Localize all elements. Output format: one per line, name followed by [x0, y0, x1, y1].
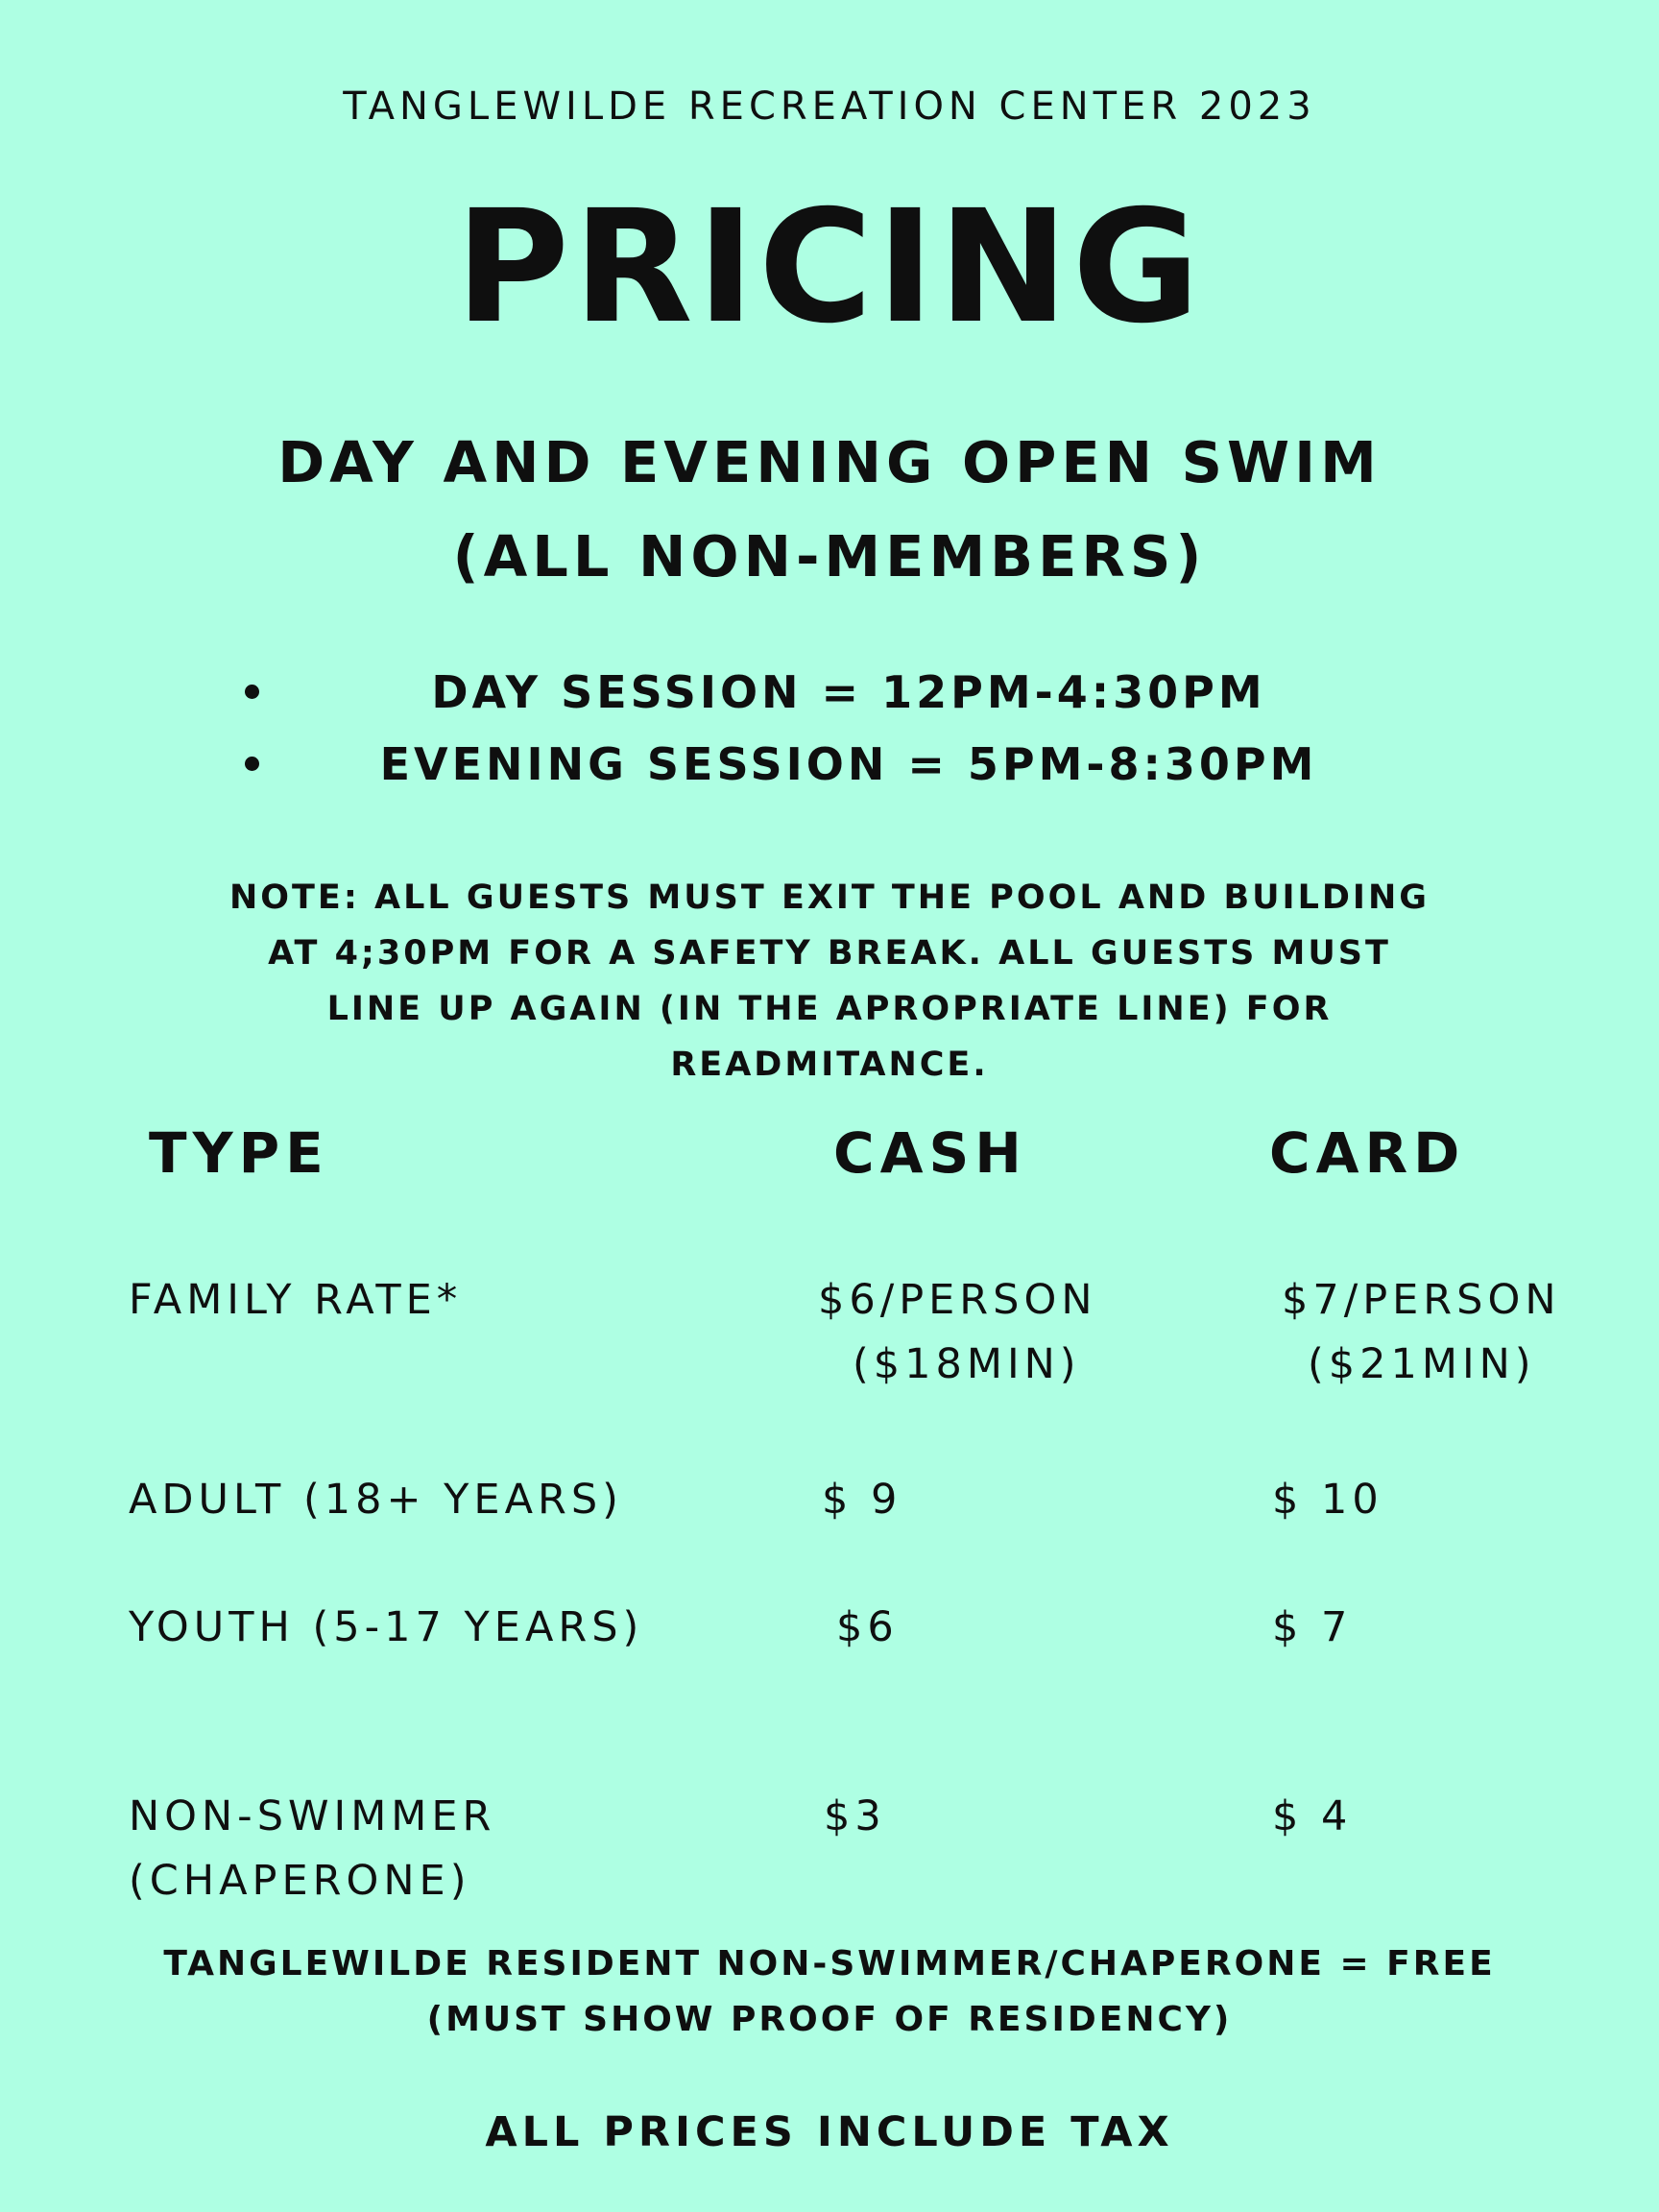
column-header-type: TYPE	[149, 1120, 329, 1186]
row-card-price: $ 7	[1272, 1603, 1353, 1651]
page-title: PRICING	[455, 178, 1204, 358]
row-cash-price: $6/PERSON	[818, 1276, 1097, 1324]
row-cash-minimum: ($18MIN)	[853, 1340, 1081, 1388]
column-header-card: CARD	[1269, 1120, 1466, 1186]
row-type: FAMILY RATE*	[129, 1276, 463, 1324]
organization-name: TANGLEWILDE RECREATION CENTER 2023	[343, 84, 1316, 129]
section-subtitle: (ALL NON-MEMBERS)	[452, 523, 1207, 589]
tax-note: ALL PRICES INCLUDE TAX	[485, 2108, 1174, 2156]
session-day: DAY SESSION = 12PM-4:30PM	[431, 666, 1266, 718]
row-card-price: $ 4	[1272, 1792, 1353, 1840]
note-line: AT 4;30PM FOR A SAFETY BREAK. ALL GUESTS MUST	[268, 934, 1391, 973]
row-card-price: $ 10	[1272, 1476, 1383, 1524]
note-line: READMITANCE.	[670, 1046, 989, 1084]
row-type: ADULT (18+ YEARS)	[129, 1476, 623, 1524]
row-type-detail: (CHAPERONE)	[129, 1857, 471, 1905]
column-header-cash: CASH	[833, 1120, 1027, 1186]
note-line: LINE UP AGAIN (IN THE APROPRIATE LINE) FOR	[326, 990, 1333, 1028]
row-card-minimum: ($21MIN)	[1308, 1340, 1536, 1388]
row-cash-price: $3	[824, 1792, 886, 1840]
note-line: NOTE: ALL GUESTS MUST EXIT THE POOL AND BUILDING	[229, 878, 1430, 917]
row-type: NON-SWIMMER	[129, 1792, 496, 1840]
residency-proof-note: (MUST SHOW PROOF OF RESIDENCY)	[426, 2000, 1233, 2039]
section-title: DAY AND EVENING OPEN SWIM	[277, 429, 1382, 495]
row-card-price: $7/PERSON	[1282, 1276, 1561, 1324]
row-type: YOUTH (5-17 YEARS)	[129, 1603, 644, 1651]
session-evening: EVENING SESSION = 5PM-8:30PM	[379, 738, 1318, 790]
resident-free-note: TANGLEWILDE RESIDENT NON-SWIMMER/CHAPERONE = FREE	[163, 1944, 1496, 1984]
row-cash-price: $ 9	[822, 1476, 902, 1524]
row-cash-price: $6	[836, 1603, 899, 1651]
